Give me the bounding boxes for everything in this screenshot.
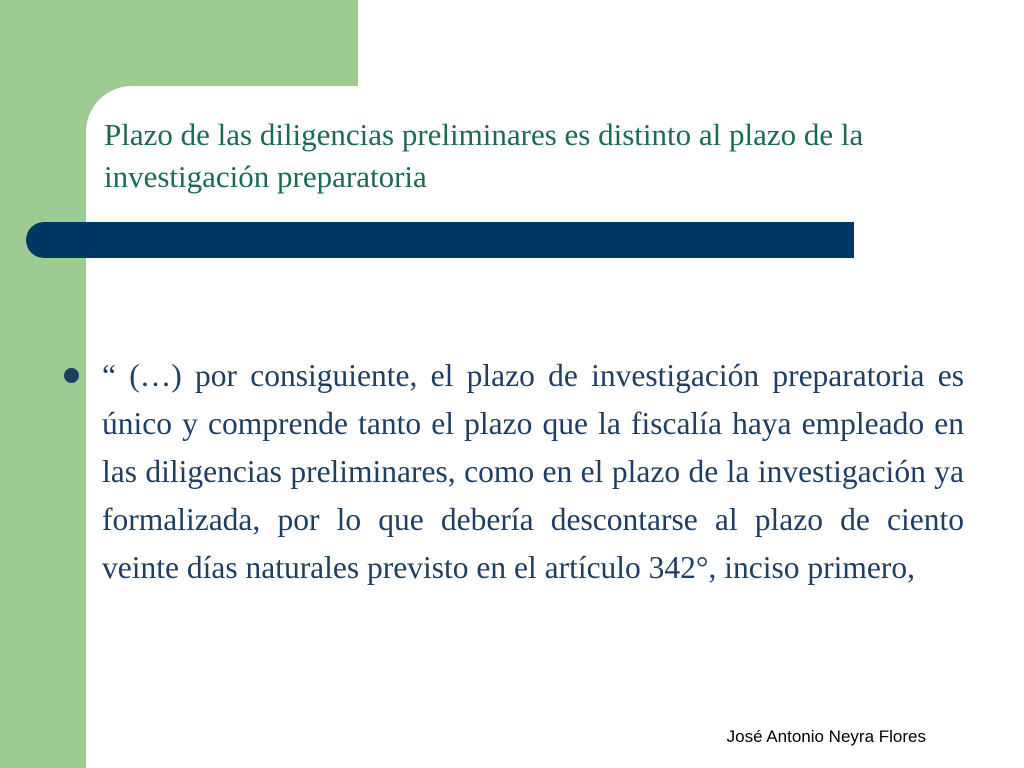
slide-title: Plazo de las diligencias preliminares es distinto al plazo de la investigación preparatoria <box>104 117 864 194</box>
footer-author: José Antonio Neyra Flores <box>726 727 926 746</box>
bullet-dot-icon <box>64 368 79 383</box>
bullet-text: “ (…) por consiguiente, el plazo de investigación preparatoria es único y comprende tanto el plazo que la fiscalía haya empleado en las diligencias preliminares, como en el plazo de la investigación ya formalizada, por lo que debería descontarse al plazo de ciento veinte días naturales previsto en el artículo 342°, inciso primero, <box>102 358 964 585</box>
title-underline-bar <box>26 222 854 258</box>
